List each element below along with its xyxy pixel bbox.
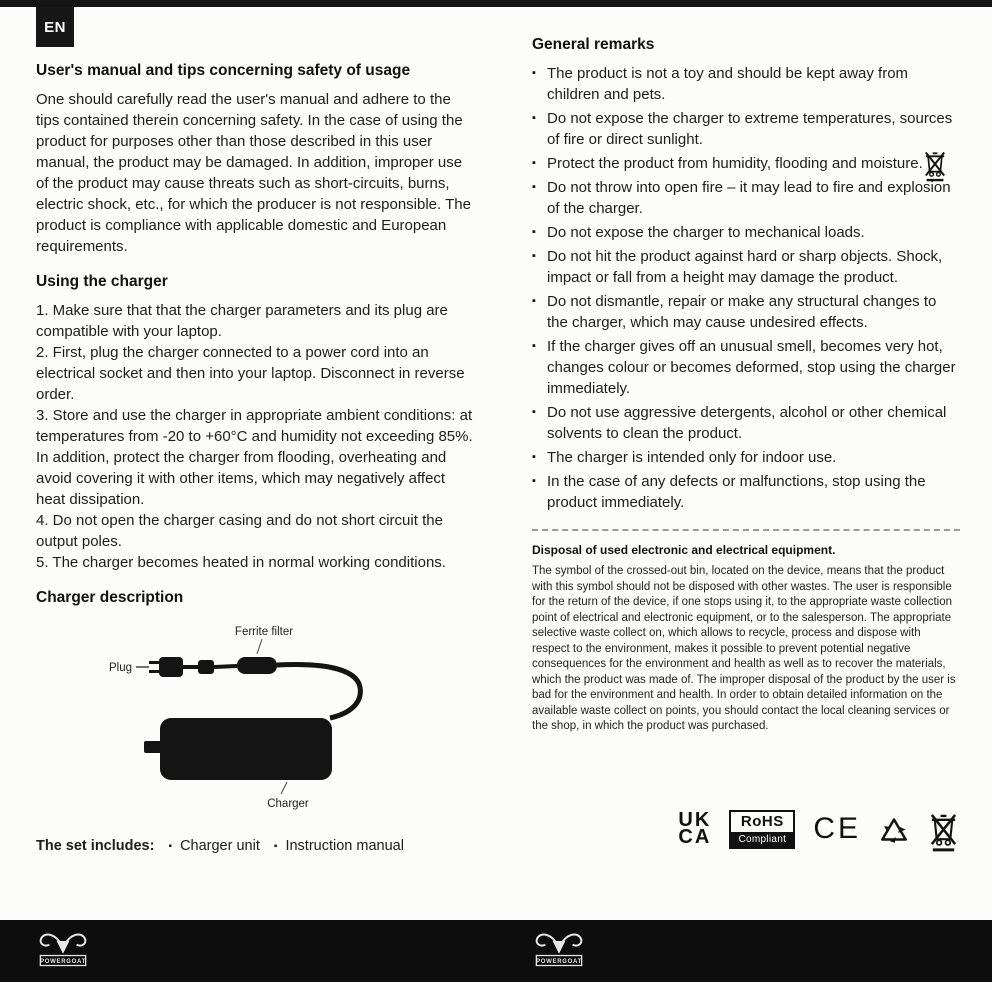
general-remarks-heading: General remarks (532, 36, 655, 53)
remark-item: ▪ Do not expose the charger to mechanical loads. (532, 222, 960, 243)
ukca-mark (678, 809, 712, 848)
manual-title: User's manual and tips concerning safety of usage (36, 62, 411, 79)
remark-item: ▪ If the charger gives off an unusual smell, becomes very hot, changes colour or becomes deformed, stop using the charger immediately. (532, 336, 960, 399)
brand-name: POWERGOAT (536, 959, 582, 966)
left-column (36, 62, 474, 869)
ukca-mark-line1: UK (678, 809, 712, 831)
remark-item: ▪ The charger is intended only for indoor use. (532, 447, 960, 468)
top-border-strip (0, 0, 992, 7)
disposal-text: The symbol of the crossed-out bin, located on the device, means that the product with this symbol should not be disposed with other wastes. The user is responsible for the return of the device, if one stops using it, to the appropriate waste collection point of electrical and electronic equipment, or to the salesperson. The appropriate selective waste collect on, which allows to recycle, process and dispose with respect to the environment, makes it possible to prevent potential negative consequences for the environment and health as well as to recover the materials, which the product was made of. The improper disposal of the product by the user is bad for the environment and health. In order to obtain detailed information on the available waste collect on points, you should contact the local cleaning services or the shop, in which the product was purchased. (532, 565, 956, 732)
weee-bin-icon-small (922, 146, 948, 182)
dashed-divider (532, 529, 960, 531)
charger-diagram-drawing (36, 621, 476, 817)
charger-description-heading: Charger description (36, 589, 184, 606)
power-cable (277, 665, 360, 718)
rohs-mark (729, 810, 795, 849)
using-step: 3. Store and use the charger in appropriate ambient conditions: at temperatures from -20 to +60°C and humidity not exceeding 85%. In addition, protect the charger from flooding, overheating and avoid covering it with other items, which may negatively affect heat dissipation. (36, 407, 473, 508)
charger-brick-icon (144, 718, 332, 780)
using-step: 4. Do not open the charger casing and do not short circuit the output poles. (36, 512, 443, 550)
remark-item: ▪ In the case of any defects or malfunctions, stop using the product immediately. (532, 471, 960, 513)
powergoat-logo (530, 928, 588, 974)
ukca-mark-line2: CA (678, 826, 712, 848)
rohs-mark-label: RoHS (740, 812, 784, 830)
right-column (532, 36, 960, 852)
charger-label: Charger (267, 798, 309, 810)
using-charger-heading: Using the charger (36, 273, 168, 290)
using-step: 5. The charger becomes heated in normal working conditions. (36, 554, 446, 571)
remark-item: ▪ Do not hit the product against hard or sharp objects. Shock, impact or fall from a height may damage the product. (532, 246, 960, 288)
certification-marks-row (532, 807, 960, 852)
recycle-icon (879, 816, 909, 843)
plug-icon (149, 657, 183, 677)
powergoat-logo (34, 928, 92, 974)
remark-item: ▪ The product is not a toy and should be kept away from children and pets. (532, 63, 960, 105)
dc-connector-icon (198, 660, 214, 674)
remark-item: ▪ Do not use aggressive detergents, alcohol or other chemical solvents to clean the product. (532, 402, 960, 444)
set-includes-item: Charger unit (180, 838, 260, 854)
bullet-square-icon: ▪ (273, 841, 278, 852)
charger-diagram (36, 621, 474, 822)
set-includes-line (36, 838, 474, 854)
intro-paragraph: One should carefully read the user's manual and adhere to the tips contained therein concerning safety. In the case of using the product for purposes other than those described in this user manual, the product may be damaged. In addition, improper use of the product may cause threats such as short-circuits, burns, electric shock, etc., for which the producer is not responsible. The product is compliance with applicable domestic and European requirements. (36, 91, 471, 255)
set-includes-item: Instruction manual (285, 838, 404, 854)
language-badge (36, 7, 74, 47)
remark-item: ▪ Protect the product from humidity, flooding and moisture. (532, 153, 960, 174)
brand-name: POWERGOAT (40, 959, 86, 966)
general-remarks-list (532, 63, 960, 513)
footer-band (0, 920, 992, 982)
ferrite-filter-label: Ferrite filter (234, 626, 294, 638)
rohs-mark-sublabel: Compliant (731, 832, 793, 847)
bullet-square-icon: ▪ (168, 841, 173, 852)
using-step: 2. First, plug the charger connected to a power cord into an electrical socket and then into your laptop. Disconnect in reverse order. (36, 344, 465, 403)
disposal-heading: Disposal of used electronic and electrical equipment. (532, 543, 836, 557)
ferrite-filter-icon (237, 657, 277, 674)
remark-item: ▪ Do not expose the charger to extreme temperatures, sources of fire or direct sunlight. (532, 108, 960, 150)
plug-label: Plug (108, 662, 132, 674)
remark-item: ▪ Do not throw into open fire – it may lead to fire and explosion of the charger. (532, 177, 960, 219)
remark-item: ▪ Do not dismantle, repair or make any structural changes to the charger, which may cause undesired effects. (532, 291, 960, 333)
set-includes-label: The set includes: (36, 838, 155, 854)
using-step: 1. Make sure that that the charger parameters and its plug are compatible with your laptop. (36, 302, 448, 340)
ce-mark: CE (813, 812, 861, 845)
weee-bin-icon (927, 807, 960, 852)
language-badge-label: EN (44, 18, 66, 36)
